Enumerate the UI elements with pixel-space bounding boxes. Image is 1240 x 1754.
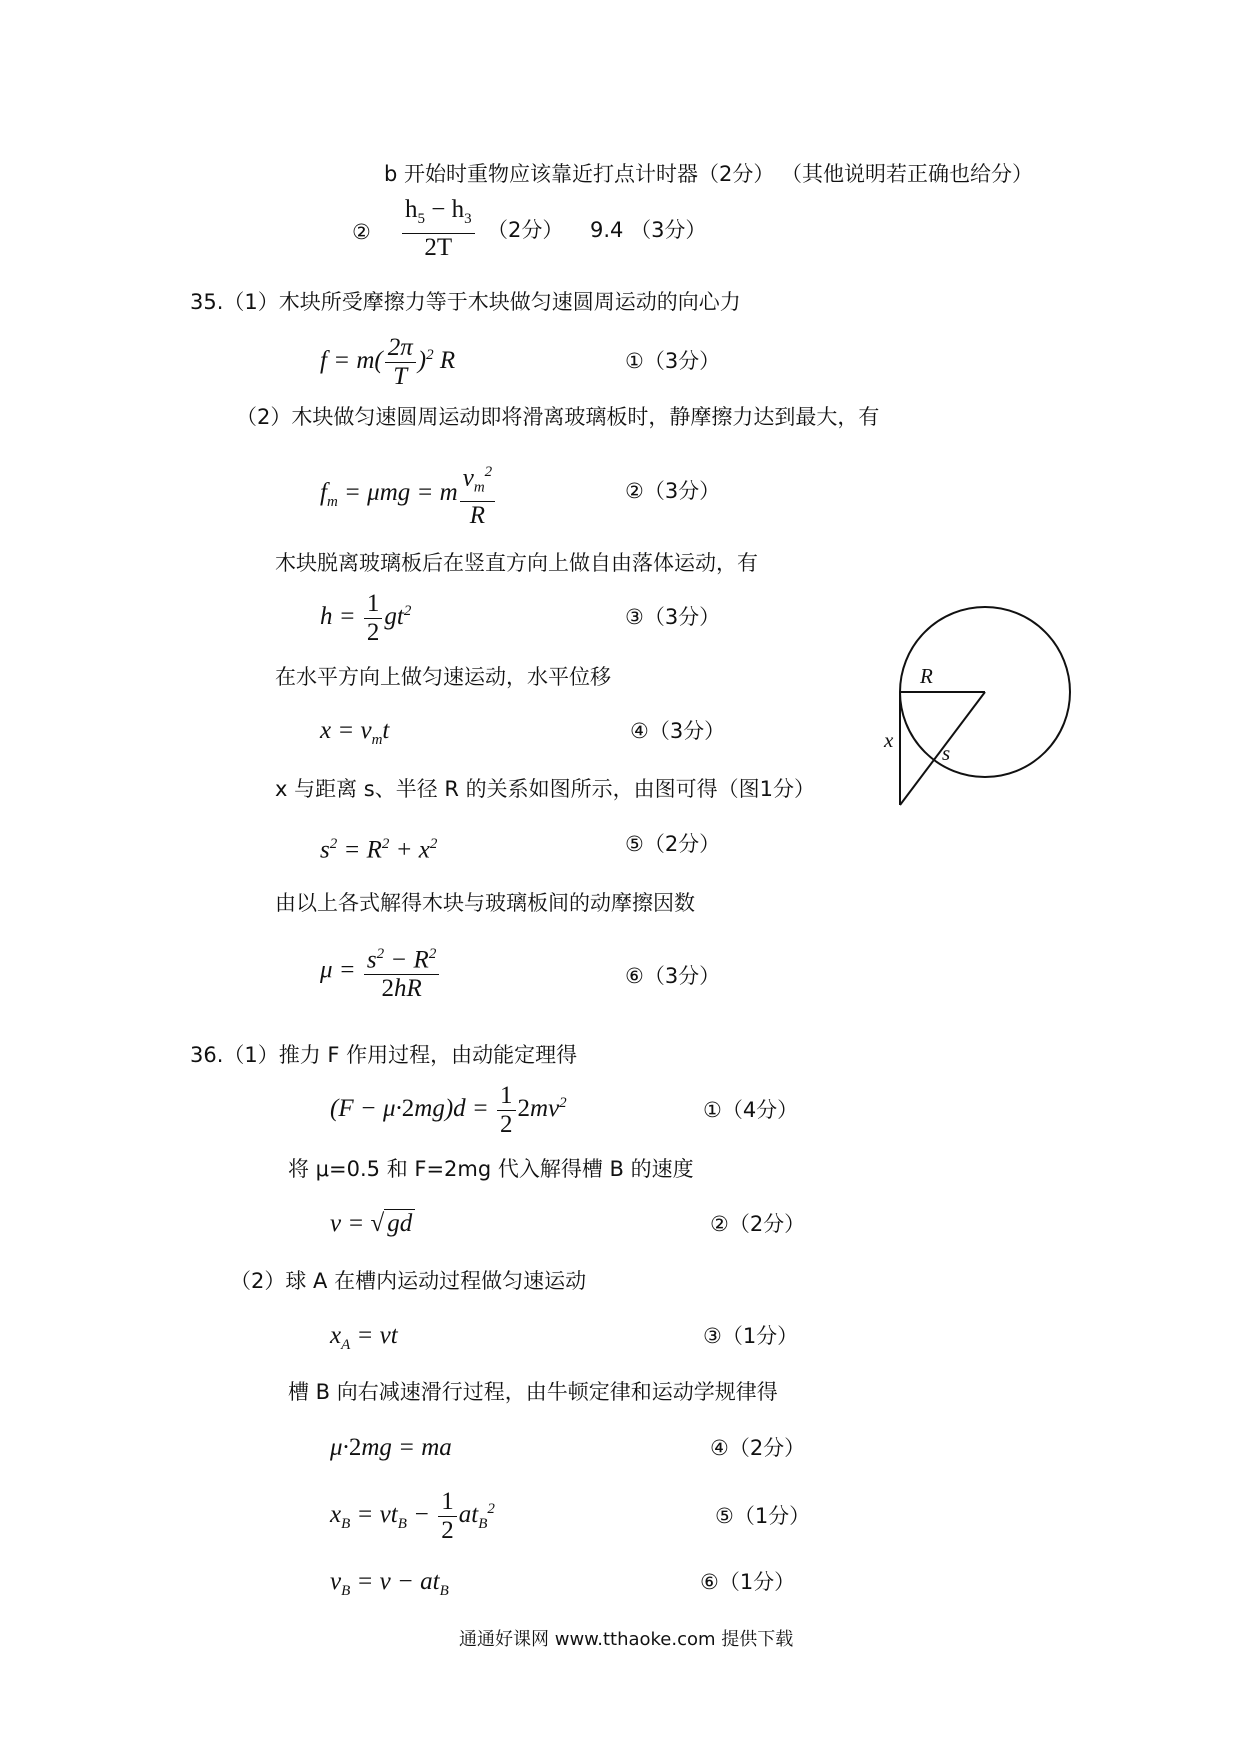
q35-eq-1-score: ①（3分） bbox=[625, 349, 721, 373]
q35-line-5: x 与距离 s、半径 R 的关系如图所示，由图可得（图1分） bbox=[275, 777, 816, 801]
figure-label-R: R bbox=[920, 664, 933, 688]
figure-label-x: x bbox=[884, 728, 894, 752]
footer-source-credit: 通通好课网 www.tthaoke.com 提供下载 bbox=[459, 1629, 794, 1650]
q36-eq-4-score: ④（2分） bbox=[710, 1436, 806, 1460]
q35-line-4: 在水平方向上做匀速运动，水平位移 bbox=[275, 665, 611, 689]
q35-eq-4-score: ④（3分） bbox=[630, 719, 726, 743]
q35-eq-6: μ = $\frac{s^2 - R^2}{2hR}$ bbox=[320, 940, 441, 1003]
q35-eq-4: $x = v_mt$ bbox=[320, 717, 390, 748]
q36-eq-2-score: ②（2分） bbox=[710, 1212, 806, 1236]
q36-eq-5-score: ⑤（1分） bbox=[715, 1504, 811, 1528]
q35-eq-3: h = $\frac{1}{2}$ $gt^2$ bbox=[320, 590, 412, 646]
q35-line-3: 木块脱离玻璃板后在竖直方向上做自由落体运动，有 bbox=[275, 551, 758, 575]
q36-line-3: （2）球 A 在槽内运动过程做匀速运动 bbox=[230, 1269, 587, 1293]
q36-line-1: 36.（1）推力 F 作用过程，由动能定理得 bbox=[190, 1043, 578, 1067]
q35-line-6: 由以上各式解得木块与玻璃板间的动摩擦因数 bbox=[275, 891, 695, 915]
q36-eq-4: μ·2mg = ma bbox=[330, 1434, 452, 1461]
q36-eq-2: v = √ gd bbox=[330, 1210, 415, 1238]
q36-eq-1: (F − μ·2mg)d = $\frac{1}{2}$ $2mv^2$ bbox=[330, 1082, 567, 1138]
q36-eq-5: $x_B = vt_B$ − $\frac{1}{2}$ $at_B^2$ bbox=[330, 1488, 495, 1544]
q36-eq-3: $x_A$ = vt bbox=[330, 1322, 398, 1353]
q35-eq-5: $s^2 = R^2 + x^2$ bbox=[320, 836, 438, 864]
item-2-score: （2分） bbox=[487, 218, 564, 242]
q36-line-4: 槽 B 向右减速滑行过程，由牛顿定律和运动学规律得 bbox=[288, 1380, 778, 1404]
q35-line-1: 35.（1）木块所受摩擦力等于木块做匀速圆周运动的向心力 bbox=[190, 290, 741, 314]
q35-eq-6-score: ⑥（3分） bbox=[625, 964, 721, 988]
q35-eq-1: f = m( $\frac{2\pi}{T}$ )$^2$ R bbox=[320, 334, 456, 390]
q35-eq-3-score: ③（3分） bbox=[625, 605, 721, 629]
circle-geometry-figure bbox=[870, 600, 1110, 820]
figure-label-s: s bbox=[942, 741, 951, 765]
q36-line-2: 将 μ=0.5 和 F=2mg 代入解得槽 B 的速度 bbox=[288, 1157, 694, 1181]
q36-eq-1-score: ①（4分） bbox=[703, 1098, 799, 1122]
q35-eq-2: $f_m = \mu mg = m$ $\frac{v_m^2}{R}$ bbox=[320, 458, 497, 530]
item-2-marker: ② bbox=[352, 220, 371, 244]
q36-eq-6-score: ⑥（1分） bbox=[700, 1570, 796, 1594]
b-instruction-line: b 开始时重物应该靠近打点计时器（2分） （其他说明若正确也给分） bbox=[384, 162, 1034, 186]
q35-eq-2-score: ②（3分） bbox=[625, 479, 721, 503]
q35-line-2: （2）木块做匀速圆周运动即将滑离玻璃板时，静摩擦力达到最大，有 bbox=[236, 405, 880, 429]
item-2-formula: $\frac{h_5 - h_3}{2T}$ bbox=[400, 196, 477, 262]
item-2-value: 9.4 （3分） bbox=[590, 218, 707, 242]
q36-eq-3-score: ③（1分） bbox=[703, 1324, 799, 1348]
q36-eq-6: $v_B = v - at_B$ bbox=[330, 1568, 449, 1599]
q35-eq-5-score: ⑤（2分） bbox=[625, 832, 721, 856]
